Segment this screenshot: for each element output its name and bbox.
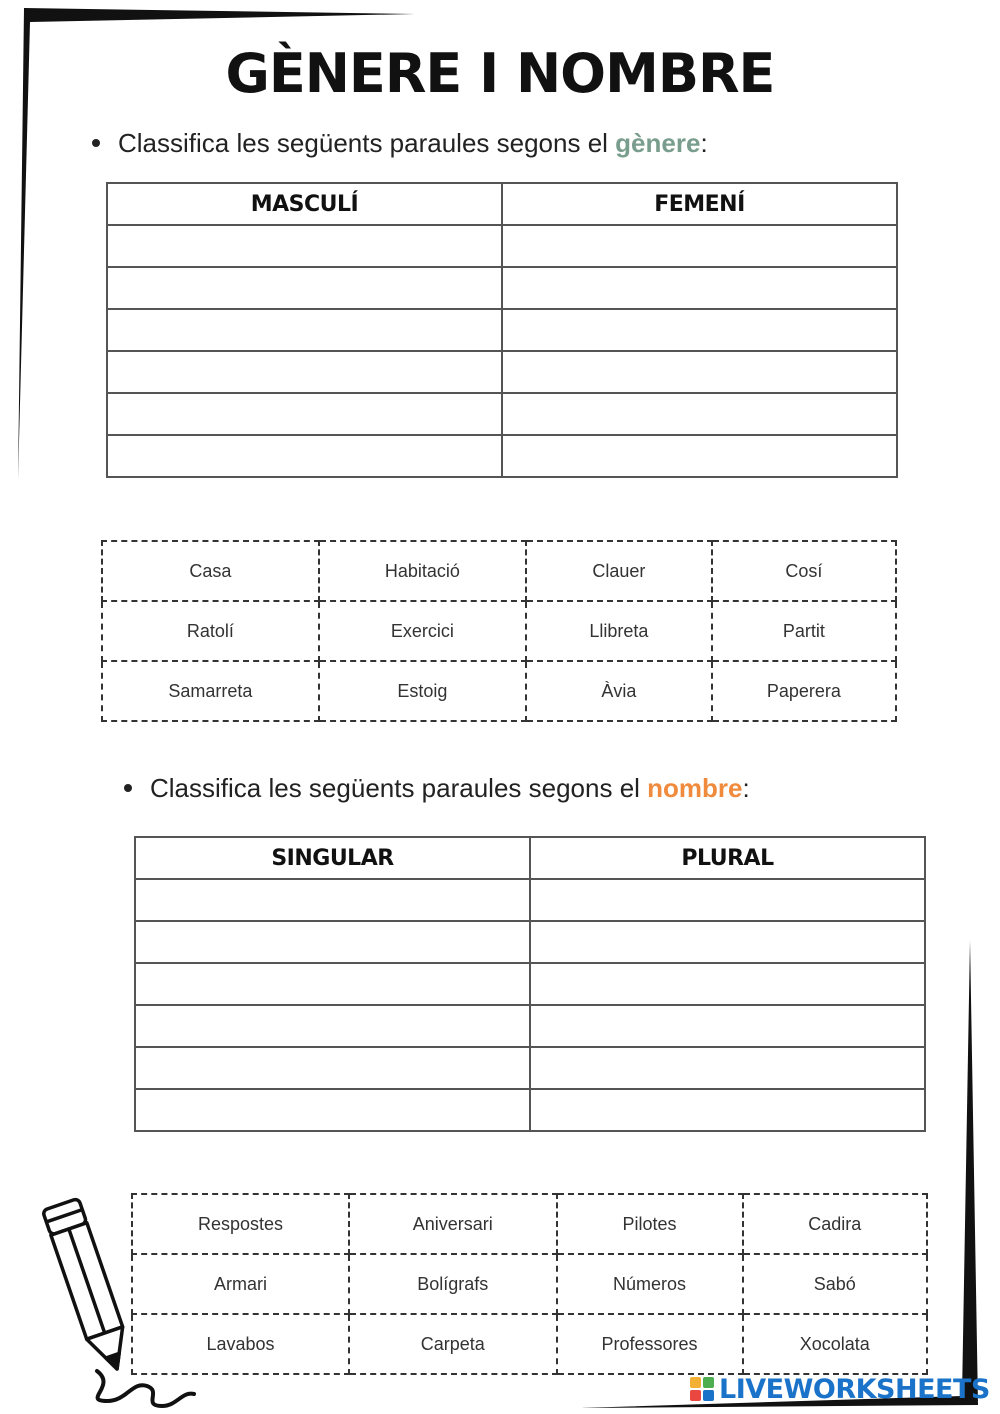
- word-row: [102, 541, 896, 601]
- liveworksheets-logo-icon: [690, 1377, 714, 1401]
- word-card[interactable]: Sabó: [743, 1254, 927, 1314]
- answer-cell[interactable]: [135, 1005, 530, 1047]
- answer-row: [135, 921, 925, 963]
- answer-row: [135, 1005, 925, 1047]
- word-row: [102, 601, 896, 661]
- answer-cell[interactable]: [135, 1089, 530, 1131]
- word-card[interactable]: Habitació: [319, 541, 526, 601]
- header-plural: PLURAL: [530, 837, 925, 879]
- word-card[interactable]: Armari: [132, 1254, 349, 1314]
- word-row: [102, 661, 896, 721]
- answer-cell[interactable]: [530, 879, 925, 921]
- keyword-gender: gènere: [615, 128, 701, 158]
- answer-cell[interactable]: [107, 267, 502, 309]
- page-title: GÈNERE I NOMBRE: [225, 42, 775, 105]
- word-card[interactable]: Aniversari: [349, 1194, 556, 1254]
- word-card[interactable]: Àvia: [526, 661, 712, 721]
- number-table: [134, 836, 926, 1132]
- word-card[interactable]: Números: [557, 1254, 743, 1314]
- pencil-icon: [22, 1196, 212, 1408]
- bullet-icon: [92, 139, 100, 147]
- word-card[interactable]: Samarreta: [102, 661, 319, 721]
- answer-cell[interactable]: [135, 879, 530, 921]
- word-card[interactable]: Carpeta: [349, 1314, 556, 1374]
- number-word-bank: [131, 1193, 928, 1375]
- word-card[interactable]: Llibreta: [526, 601, 712, 661]
- answer-cell[interactable]: [530, 1047, 925, 1089]
- answer-cell[interactable]: [135, 1047, 530, 1089]
- word-card[interactable]: Cadira: [743, 1194, 927, 1254]
- answer-cell[interactable]: [135, 921, 530, 963]
- instruction-gender: [92, 128, 708, 159]
- answer-cell[interactable]: [502, 225, 897, 267]
- word-card[interactable]: Bolígrafs: [349, 1254, 556, 1314]
- answer-cell[interactable]: [502, 435, 897, 477]
- answer-cell[interactable]: [502, 393, 897, 435]
- instruction-suffix: :: [700, 128, 708, 158]
- answer-cell[interactable]: [107, 351, 502, 393]
- answer-cell[interactable]: [107, 225, 502, 267]
- word-card[interactable]: Clauer: [526, 541, 712, 601]
- header-masculi: MASCULÍ: [107, 183, 502, 225]
- word-card[interactable]: Respostes: [132, 1194, 349, 1254]
- gender-table: [106, 182, 898, 478]
- answer-row: [107, 351, 897, 393]
- answer-cell[interactable]: [107, 309, 502, 351]
- answer-cell[interactable]: [502, 267, 897, 309]
- watermark-text: LIVEWORKSHEETS: [719, 1373, 990, 1405]
- instruction-number: [124, 773, 750, 804]
- word-card[interactable]: Professores: [557, 1314, 743, 1374]
- word-card[interactable]: Estoig: [319, 661, 526, 721]
- keyword-number: nombre: [647, 773, 743, 803]
- answer-cell[interactable]: [530, 1005, 925, 1047]
- word-card[interactable]: Pilotes: [557, 1194, 743, 1254]
- word-card[interactable]: Exercici: [319, 601, 526, 661]
- answer-row: [135, 879, 925, 921]
- word-row: [132, 1194, 927, 1254]
- answer-row: [107, 435, 897, 477]
- header-femeni: FEMENÍ: [502, 183, 897, 225]
- instruction-text: Classifica les següents paraules segons el: [150, 773, 648, 803]
- word-card[interactable]: Partit: [712, 601, 896, 661]
- answer-cell[interactable]: [502, 309, 897, 351]
- instruction-suffix: :: [742, 773, 750, 803]
- answer-row: [135, 963, 925, 1005]
- answer-cell[interactable]: [135, 963, 530, 1005]
- answer-row: [135, 1089, 925, 1131]
- word-card[interactable]: Paperera: [712, 661, 896, 721]
- word-card[interactable]: Cosí: [712, 541, 896, 601]
- word-row: [132, 1314, 927, 1374]
- answer-row: [107, 225, 897, 267]
- answer-cell[interactable]: [107, 435, 502, 477]
- answer-row: [107, 267, 897, 309]
- answer-cell[interactable]: [502, 351, 897, 393]
- answer-cell[interactable]: [530, 921, 925, 963]
- word-card[interactable]: Xocolata: [743, 1314, 927, 1374]
- answer-row: [135, 1047, 925, 1089]
- word-row: [132, 1254, 927, 1314]
- word-card[interactable]: Lavabos: [132, 1314, 349, 1374]
- word-card[interactable]: Casa: [102, 541, 319, 601]
- bullet-icon: [124, 784, 132, 792]
- answer-cell[interactable]: [107, 393, 502, 435]
- answer-cell[interactable]: [530, 1089, 925, 1131]
- header-singular: SINGULAR: [135, 837, 530, 879]
- liveworksheets-watermark: [690, 1372, 990, 1406]
- answer-row: [107, 309, 897, 351]
- word-card[interactable]: Ratolí: [102, 601, 319, 661]
- answer-row: [107, 393, 897, 435]
- instruction-text: Classifica les següents paraules segons el: [118, 128, 616, 158]
- answer-cell[interactable]: [530, 963, 925, 1005]
- gender-word-bank: [101, 540, 897, 722]
